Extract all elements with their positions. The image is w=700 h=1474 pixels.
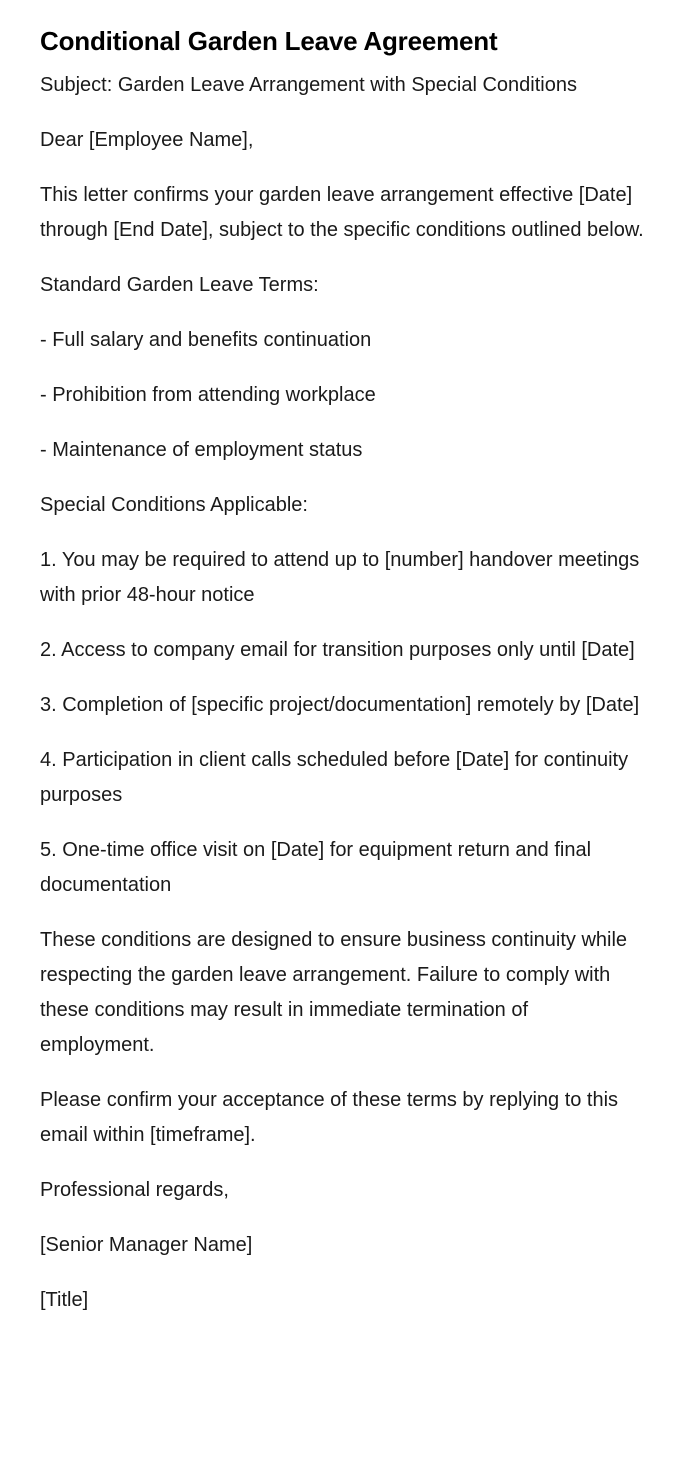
standard-term-item: - Prohibition from attending workplace <box>40 384 376 406</box>
salutation: Dear [Employee Name], <box>40 129 254 151</box>
special-condition-item: 5. One-time office visit on [Date] for equipment return and final documentation <box>40 839 592 896</box>
standard-term-item: - Full salary and benefits continuation <box>40 329 372 351</box>
signatory-name: [Senior Manager Name] <box>40 1234 253 1256</box>
signatory-title: [Title] <box>40 1289 89 1311</box>
acceptance-request-paragraph: Please confirm your acceptance of these terms by replying to this email within [timeframe]. <box>40 1089 619 1146</box>
document-title: Conditional Garden Leave Agreement <box>40 26 498 56</box>
special-conditions-heading: Special Conditions Applicable: <box>40 494 308 516</box>
closing: Professional regards, <box>40 1179 229 1201</box>
special-condition-item: 3. Completion of [specific project/documentation] remotely by [Date] <box>40 694 640 716</box>
intro-paragraph: This letter confirms your garden leave arrangement effective [Date] through [End Date], subject to the specific conditions outlined below. <box>40 184 644 241</box>
special-condition-item: 2. Access to company email for transition purposes only until [Date] <box>40 639 635 661</box>
special-condition-item: 1. You may be required to attend up to [number] handover meetings with prior 48-hour notice <box>40 549 640 606</box>
document <box>40 22 645 1338</box>
subject-line: Subject: Garden Leave Arrangement with Special Conditions <box>40 74 577 96</box>
conditions-rationale-paragraph: These conditions are designed to ensure business continuity while respecting the garden leave arrangement. Failure to comply with these conditions may result in immediate termination of employment. <box>40 929 628 1056</box>
special-condition-item: 4. Participation in client calls scheduled before [Date] for continuity purposes <box>40 749 629 806</box>
standard-term-item: - Maintenance of employment status <box>40 439 363 461</box>
standard-terms-heading: Standard Garden Leave Terms: <box>40 274 319 296</box>
